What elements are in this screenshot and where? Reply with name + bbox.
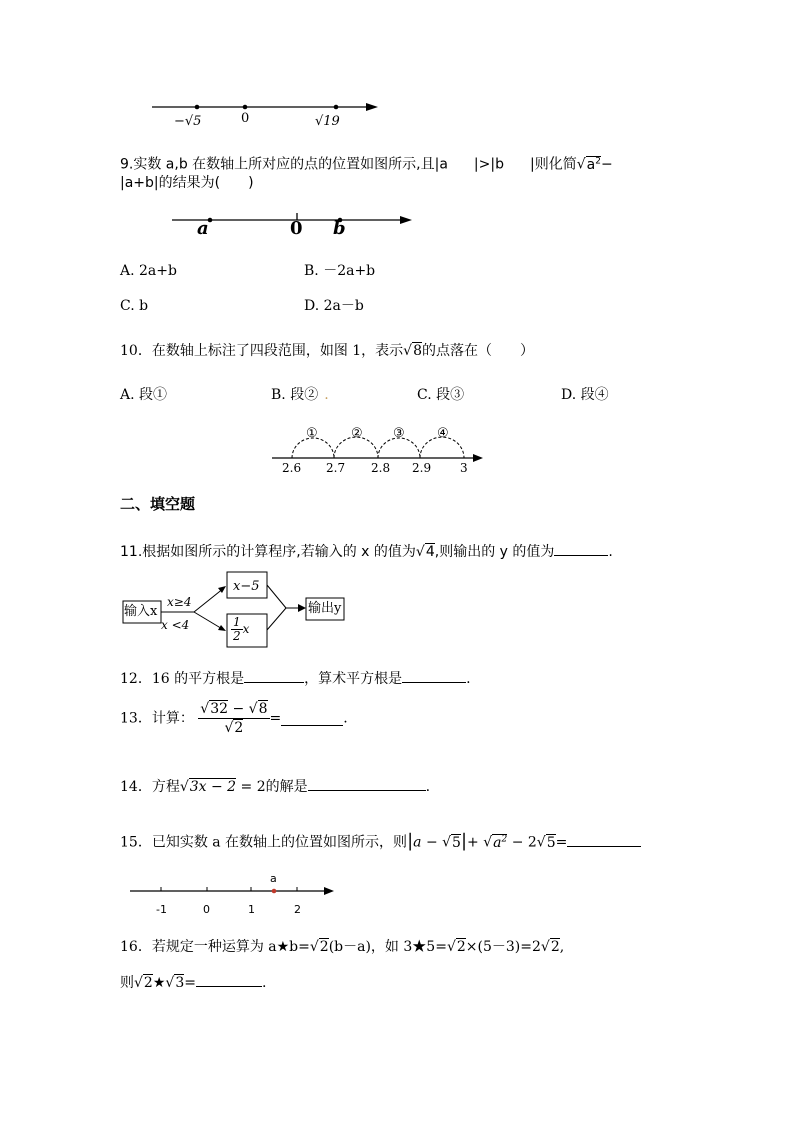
q9-minus: − xyxy=(600,156,613,173)
q11-stem xyxy=(120,541,613,561)
flow-cond-bottom: x <4 xyxy=(161,618,190,632)
q15-tick-label-1: 1 xyxy=(248,903,255,916)
q9-radicand: $a^2$ xyxy=(586,156,601,173)
arrow-head-icon xyxy=(473,454,483,462)
q11-radical-sign: √ xyxy=(415,544,425,560)
q15-stem: 15．已知实数 a 在数轴上的位置如图所示，则$|a - √5|+ √a^2 - 2√5=$ xyxy=(120,830,641,852)
arrow-head-icon xyxy=(298,604,306,612)
q11-end: . xyxy=(608,544,613,560)
arrow-head-icon xyxy=(324,887,334,895)
arrow-to-top xyxy=(194,588,224,612)
q11-text-b: ,则输出的 y 的值为 xyxy=(434,544,555,560)
section-title: 二、填空题 xyxy=(120,495,196,513)
q10-seg-label-2: ② xyxy=(351,426,363,441)
q10-seg-label-1: ① xyxy=(306,426,318,441)
q15-tick-label-0: 0 xyxy=(203,903,210,916)
q10-seg-label-3: ③ xyxy=(393,426,405,441)
q16-stem-line2: 则√2★√3= . xyxy=(120,972,266,992)
q9-stem-line2: |a+b|的结果为( ) xyxy=(120,175,254,191)
merge-line-bottom xyxy=(267,608,286,630)
q14-radicand: 3x − 2 xyxy=(189,779,237,795)
q13-fraction: $\frac{√32 - √8}{√2}$ xyxy=(200,701,268,736)
q10-option-c[interactable]: C. 段③ xyxy=(417,387,465,403)
q13-stem: 13．计算： $\frac{√32 - √8}{√2}$ = . xyxy=(120,701,348,736)
q16-stem-line1: 16．若规定一种运算为 a★b=√2(b－a)，如 3★5=√2×(5－3)=2√2, xyxy=(120,939,565,955)
q15-answer-blank[interactable] xyxy=(567,832,641,847)
q9-fig-label-zero: 0 xyxy=(290,218,303,239)
flow-output-label: 输出y xyxy=(308,601,342,616)
q10-tick-label-2-7: 2.7 xyxy=(326,461,346,475)
q12-answer-blank-1[interactable] xyxy=(244,668,304,683)
q8-label-neg-sqrt5: −√5 xyxy=(174,114,202,129)
q10-segment-figure xyxy=(270,424,486,464)
q12-stem: 12．16 的平方根是 ，算术平方根是 . xyxy=(120,668,471,688)
q11-text-a: 11.根据如图所示的计算程序,若输入的 x 的值为 xyxy=(120,544,416,560)
q9-option-d[interactable]: D. 2a－b xyxy=(304,298,364,314)
point-neg-sqrt5 xyxy=(195,105,200,110)
q10-tick-label-3: 3 xyxy=(460,461,468,475)
point-zero xyxy=(243,105,248,110)
q14-stem: 14．方程√3x − 2 = 2的解是 . xyxy=(120,776,430,796)
q9-text-a: 9.实数 a,b 在数轴上所对应的点的位置如图所示,且|a xyxy=(120,156,448,173)
q13-answer-blank[interactable] xyxy=(281,711,343,726)
arrow-to-bottom xyxy=(194,612,224,630)
q11-answer-blank[interactable] xyxy=(554,541,608,556)
q9-option-a[interactable]: A. 2a+b xyxy=(120,263,177,279)
q10-option-a[interactable]: A. 段① xyxy=(120,387,168,403)
point-sqrt19 xyxy=(334,105,339,110)
flow-input-label: 输入x xyxy=(124,604,158,619)
q9-fig-label-b: b xyxy=(333,218,346,239)
q10-seg-label-4: ④ xyxy=(437,426,449,441)
flow-box-top-expr: x−5 xyxy=(233,579,260,594)
q10-radicand: 8 xyxy=(413,343,423,359)
q15-fig-label-a: a xyxy=(270,872,277,885)
q10-option-b[interactable]: B. 段② . xyxy=(271,387,329,403)
q10-stem xyxy=(120,342,534,360)
q12-answer-blank-2[interactable] xyxy=(402,668,466,683)
q16-answer-blank[interactable] xyxy=(196,972,262,987)
q10-option-d[interactable]: D. 段④ xyxy=(561,387,609,403)
q15-tick-label-2: 2 xyxy=(294,903,301,916)
q10-tick-label-2-8: 2.8 xyxy=(371,461,391,475)
q15-number-line-figure xyxy=(130,885,340,901)
q14-answer-blank[interactable] xyxy=(308,776,426,791)
q10-text-a: 10．在数轴上标注了四段范围，如图 1，表示 xyxy=(120,343,404,359)
arrow-head-icon xyxy=(218,625,226,631)
q9-radical-sign: √ xyxy=(576,156,586,173)
arrow-head-icon xyxy=(400,216,412,224)
q8-label-zero: 0 xyxy=(241,111,250,126)
q9-fig-label-a: a xyxy=(197,218,209,239)
flow-cond-top: x≥4 xyxy=(167,595,192,609)
q8-label-sqrt19: √19 xyxy=(315,114,340,129)
q10-radical-sign: √ xyxy=(403,343,413,359)
point-a xyxy=(272,889,277,894)
arrow-head-icon xyxy=(366,103,378,111)
flow-box-bottom-expr: $\frac{1}{2}$ x xyxy=(233,615,250,643)
q9-option-c[interactable]: C. b xyxy=(120,298,149,314)
q10-text-b: 的点落在（ ） xyxy=(422,343,535,359)
q11-radicand: 4 xyxy=(425,544,435,560)
q10-tick-label-2-9: 2.9 xyxy=(412,461,432,475)
q9-text-b: |>|b xyxy=(473,156,504,173)
q15-tick-label-neg1: -1 xyxy=(156,903,167,916)
q10-tick-label-2-6: 2.6 xyxy=(282,461,302,475)
q9-text-c: |则化简 xyxy=(529,156,577,173)
q9-option-b[interactable]: B. －2a+b xyxy=(304,263,376,279)
q9-stem-line1 xyxy=(120,152,613,174)
merge-line-top xyxy=(267,585,286,608)
